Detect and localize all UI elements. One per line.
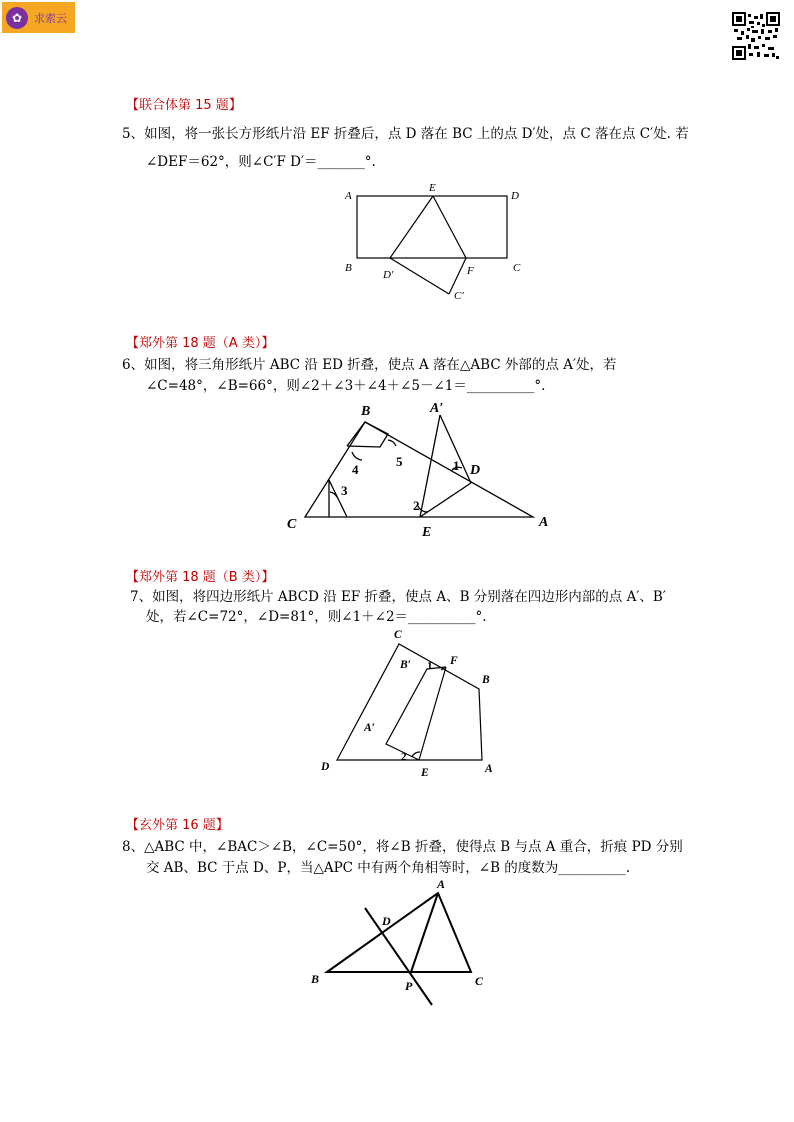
problem-6-line-2: ∠C=48°，∠B=66°，则∠2＋∠3＋∠4＋∠5－∠1＝__________°. <box>146 378 546 394</box>
figure-7-diagram <box>315 622 505 782</box>
angle-1-label: 1 <box>453 458 460 473</box>
label-F: F <box>450 655 458 667</box>
flower-icon: ✿ <box>6 7 28 29</box>
label-D: D <box>470 463 481 478</box>
problem-8-line-1: 8、△ABC 中，∠BAC＞∠B，∠C=50°，将∠B 折叠，使得点 B 与点 A 重合，折痕 PD 分别 <box>122 839 683 855</box>
label-A: A <box>437 877 446 891</box>
angle-2-label: 2 <box>401 751 407 763</box>
label-A-prime: A′ <box>430 401 444 416</box>
angle-2-label: 2 <box>413 498 420 513</box>
problem-6-line-1: 6、如图，将三角形纸片 ABC 沿 ED 折叠，使点 A 落在△ABC 外部的点 A′处，若 <box>122 357 617 373</box>
problem-8-line-2: 交 AB、BC 于点 D、P，当△APC 中有两个角相等时，∠B 的度数为__________. <box>146 860 631 876</box>
figure-8-diagram <box>300 872 500 1012</box>
angle-3-label: 3 <box>341 483 348 498</box>
label-A-prime: A′ <box>364 722 375 734</box>
angle-1-label: 1 <box>427 660 433 672</box>
problem-5-line-2: ∠DEF＝62°，则∠C′F D′＝_______°. <box>146 154 376 170</box>
problem-5-line-1: 5、如图，将一张长方形纸片沿 EF 折叠后，点 D 落在 BC 上的点 D′处，点 C 落在点 C′处. 若 <box>122 126 689 142</box>
label-A: A <box>345 190 352 202</box>
label-C: C <box>287 517 297 532</box>
section-header-5: 【联合体第 15 题】 <box>126 98 242 113</box>
angle-5-label: 5 <box>396 454 403 469</box>
label-D-prime: D′ <box>383 269 394 281</box>
label-A: A <box>539 515 549 530</box>
section-header-8: 【玄外第 16 题】 <box>126 818 229 833</box>
label-C: C <box>475 974 484 988</box>
label-E: E <box>429 182 436 194</box>
logo-text: 求索云 <box>34 11 67 25</box>
label-E: E <box>422 525 432 540</box>
angle-4-label: 4 <box>352 462 359 477</box>
label-B: B <box>311 972 320 986</box>
qr-code-icon <box>732 4 780 60</box>
label-B-prime: B′ <box>400 659 411 671</box>
figure-6-diagram <box>280 395 560 545</box>
label-F: F <box>467 265 474 277</box>
label-D: D <box>511 190 519 202</box>
label-D: D <box>321 761 330 773</box>
label-C-prime: C′ <box>454 290 464 302</box>
label-E: E <box>421 767 429 779</box>
label-B: B <box>482 674 490 686</box>
label-C: C <box>394 629 402 641</box>
brand-logo <box>2 2 75 33</box>
label-A: A <box>485 763 493 775</box>
label-B: B <box>361 404 371 419</box>
label-C: C <box>513 262 521 274</box>
problem-7-line-2: 处，若∠C=72°，∠D=81°，则∠1＋∠2＝__________°. <box>146 609 487 625</box>
figure-5-diagram <box>340 178 540 302</box>
section-header-6: 【郑外第 18 题（A 类）】 <box>126 336 275 351</box>
section-header-7: 【郑外第 18 题（B 类）】 <box>126 570 275 585</box>
label-B: B <box>345 262 352 274</box>
label-D: D <box>382 914 391 928</box>
label-P: P <box>405 979 413 993</box>
problem-7-line-1: 7、如图，将四边形纸片 ABCD 沿 EF 折叠，使点 A、B 分别落在四边形内部的点 A′、B′ <box>130 589 666 605</box>
